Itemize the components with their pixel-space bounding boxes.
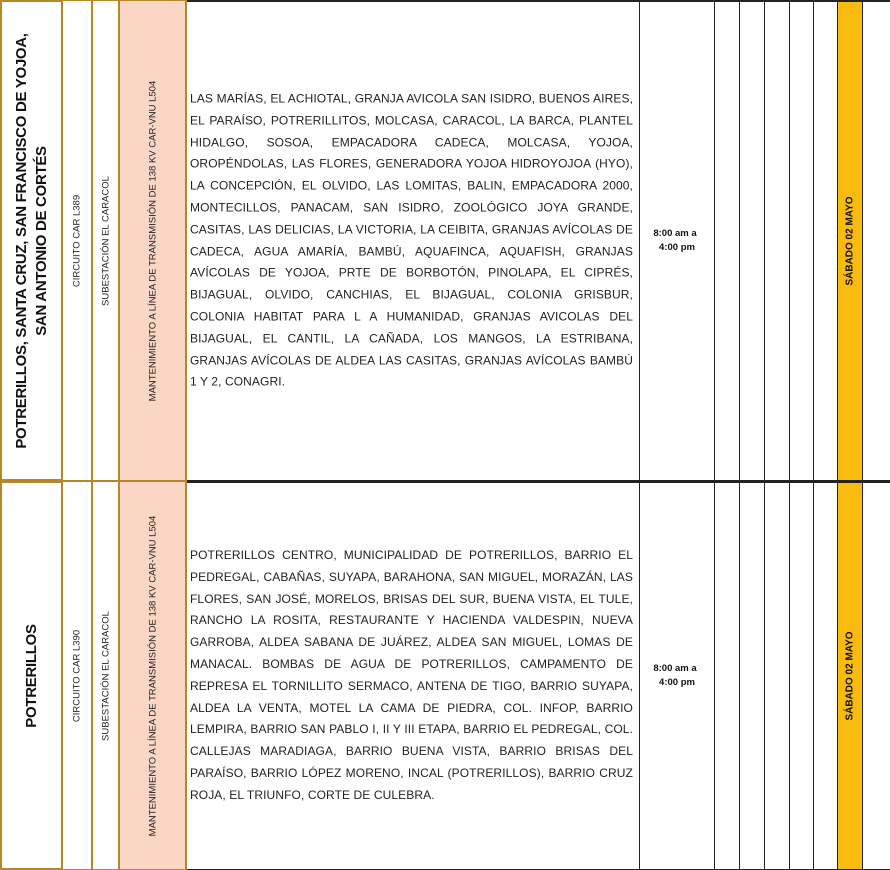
time-start: 8:00 am a — [653, 663, 697, 674]
municipality-line-1: POTRERILLOS — [22, 623, 40, 728]
time-cell — [639, 481, 715, 870]
empty-day-cell — [740, 0, 765, 481]
affected-areas-text: POTRERILLOS CENTRO, MUNICIPALIDAD DE POTRERILLOS, BARRIO EL PEDREGAL, CABAÑAS, SUYAPA, BARAHONA, SAN MIGUEL, MORAZÁN, LAS FLORES, SAN JOSÉ, MORELOS, BRISAS DEL SUR, BUENA VISTA, EL TULE, RANCHO LA ROSITA, RESTAURANTE Y HACIENDA VALDESPIN, NUEVA GARROBA, ALDEA SABANA DE JUÁREZ, ALDEA SAN MIGUEL, LOMAS DE MANACAL. BOMBAS DE AGUA DE POTRERILLOS, CAMPAMENTO DE REPRESA EL TORNILLITO SERMACO, ANTENA DE TIGO, BARRIO SUYAPA, ALDEA LA VENTA, MOTEL LA CAMA DE PIEDRA, COL. INFOP, BARRIO LEMPIRA, BARRIO SAN PABLO I, II Y III ETAPA, BARRIO EL PEDREGAL, COL. CALLEJAS MARADIAGA, BARRIO BUENA VISTA, BARRIO BRISAS DEL PARAÍSO, BARRIO LÓPEZ MORENO, INCAL (POTRERILLOS), BARRIO CRUZ ROJA, EL TRIUNFO, CORTE DE CULEBRA. — [190, 548, 633, 802]
empty-day-cell — [814, 481, 838, 870]
empty-day-cell — [765, 0, 790, 481]
municipality-line-2: SAN ANTONIO DE CORTÉS — [32, 145, 50, 336]
empty-day-cell — [740, 481, 765, 870]
date-cell — [838, 0, 863, 481]
activity-label: MANTENIMIENTO A LÍNEA DE TRANSMISIÓN DE 138 KV CAR-VNU L504 — [147, 515, 158, 836]
affected-areas-cell — [187, 481, 639, 870]
activity-cell — [119, 0, 187, 481]
substation-cell — [92, 0, 119, 481]
municipality-label — [12, 33, 52, 448]
municipality-line-1: POTRERILLOS, SANTA CRUZ, SAN FRANCISCO DE YOJOA, — [12, 32, 30, 449]
substation-label: SUBESTACIÓN EL CARACOL — [100, 610, 111, 741]
date-label: SÁBADO 02 MAYO — [844, 631, 856, 721]
municipality-cell — [0, 481, 62, 870]
municipality-cell — [0, 0, 62, 481]
circuit-label: CIRCUITO CAR L390 — [71, 629, 83, 722]
empty-day-cell — [790, 481, 814, 870]
activity-cell — [119, 481, 187, 870]
date-cell — [838, 481, 863, 870]
affected-areas-text: LAS MARÍAS, EL ACHIOTAL, GRANJA AVICOLA SAN ISIDRO, BUENOS AIRES, EL PARAÍSO, POTRERILLITOS, MOLCASA, CARACOL, LA BARCA, PLANTEL HIDALGO, SOSOA, EMPACADORA CADECA, MOLCASA, YOJOA, OROPÉNDOLAS, LAS FLORES, GENERADORA YOJOA HIDROYOJOA (HYO), LA CONCEPCIÓN, EL OLVIDO, LAS LOMITAS, BALIN, EMPACADORA 2000, MONTECILLOS, PANACAM, SAN ISIDRO, ZOOLÓGICO JOYA GRANDE, CASITAS, LAS DELICIAS, LA VICTORIA, LA CEIBITA, GRANJAS AVÍCOLAS DE CADECA, AGUA AMARÍA, BAMBÚ, AQUAFINCA, AQUAFISH, GRANJAS AVÍCOLAS DE YOJOA, PRTE DE BORBOTÓN, PINOLAPA, EL CIPRÉS, BIJAGUAL, OLVIDO, CANCHIAS, EL BIJAGUAL, COLONIA GRISBUR, COLONIA HABITAT PARA L A HUMANIDAD, GRANJAS AVICOLAS DEL BIJAGUAL, EL CANTIL, LA CAÑADA, LOS MANGOS, LA ESTRIBANA, GRANJAS AVÍCOLAS DE ALDEA LAS CASITAS, GRANJAS AVÍCOLAS BAMBÚ 1 Y 2, CONAGRI. — [190, 91, 633, 389]
activity-label: MANTENIMIENTO A LÍNEA DE TRANSMISIÓN DE 138 KV CAR-VNU L504 — [147, 80, 158, 401]
time-start: 8:00 am a — [653, 228, 697, 239]
time-range — [640, 227, 714, 255]
empty-day-cell — [863, 481, 890, 870]
circuit-cell — [62, 0, 92, 481]
time-end: 4:00 pm — [659, 677, 695, 688]
time-cell — [639, 0, 715, 481]
empty-day-cell — [863, 0, 890, 481]
affected-areas-cell — [187, 0, 639, 481]
time-end: 4:00 pm — [659, 242, 695, 253]
empty-day-cell — [715, 481, 740, 870]
substation-cell — [92, 481, 119, 870]
table-row — [0, 481, 890, 870]
empty-day-cell — [765, 481, 790, 870]
municipality-label — [22, 624, 42, 727]
time-range — [640, 662, 714, 690]
empty-day-cell — [814, 0, 838, 481]
circuit-label: CIRCUITO CAR L389 — [71, 194, 83, 287]
date-label: SÁBADO 02 MAYO — [844, 196, 856, 286]
empty-day-cell — [715, 0, 740, 481]
circuit-cell — [62, 481, 92, 870]
substation-label: SUBESTACIÓN EL CARACOL — [100, 175, 111, 306]
empty-day-cell — [790, 0, 814, 481]
